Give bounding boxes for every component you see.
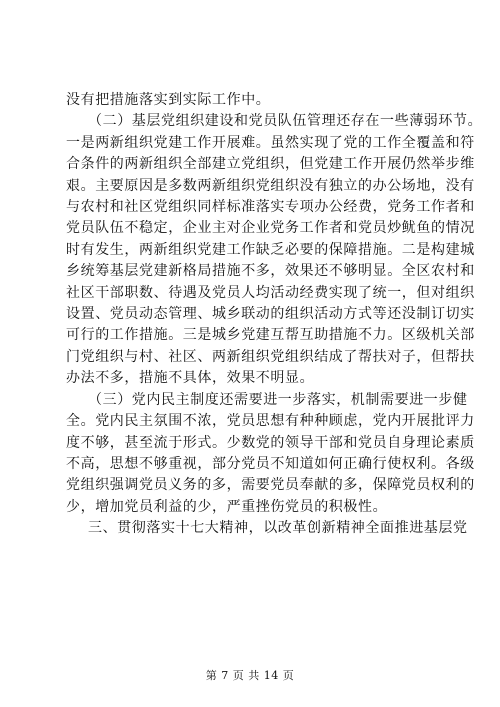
page-footer: 第 7 页 共 14 页 bbox=[205, 669, 295, 682]
text-line: （二）基层党组织建设和党员队伍管理还存在一些薄弱环节。 bbox=[88, 113, 483, 130]
text-line: 社区干部职数、待遇及党员人均活动经费实现了统一，但对组织 bbox=[66, 284, 475, 301]
text-line: （三）党内民主制度还需要进一步落实，机制需要进一步健 bbox=[88, 391, 468, 408]
text-line: 乡统筹基层党建新格局措施不多，效果还不够明显。全区农村和 bbox=[66, 263, 475, 280]
text-line: 办法不多，措施不具体，效果不明显。 bbox=[66, 370, 315, 387]
text-line: 没有把措施落实到实际工作中。 bbox=[66, 92, 271, 108]
text-line: 时有发生，两新组织党建工作缺乏必要的保障措施。二是构建城 bbox=[66, 241, 475, 258]
text-line: 度不够，甚至流于形式。少数党的领导干部和党员自身理论素质 bbox=[66, 434, 475, 451]
text-line: 党组织强调党员义务的多，需要党员奉献的多，保障党员权利的 bbox=[66, 477, 475, 494]
text-line: 设置、党员动态管理、城乡联动的组织活动方式等还没制订切实 bbox=[66, 306, 475, 323]
text-line: 全。党内民主氛围不浓，党员思想有种种顾虑，党内开展批评力 bbox=[66, 413, 475, 430]
text-line: 门党组织与村、社区、两新组织党组织结成了帮扶对子，但帮扶 bbox=[66, 348, 475, 365]
text-line: 少，增加党员利益的少，严重挫伤党员的积极性。 bbox=[66, 498, 388, 515]
text-line: 与农村和社区党组织同样标准落实专项办公经费，党务工作者和 bbox=[66, 199, 475, 216]
text-line: 三、贯彻落实十七大精神，以改革创新精神全面推进基层党 bbox=[88, 520, 468, 537]
text-line: 可行的工作措施。三是城乡党建互帮互助措施不力。区级机关部 bbox=[66, 327, 475, 344]
text-line: 合条件的两新组织全部建立党组织，但党建工作开展仍然举步维 bbox=[66, 156, 475, 173]
text-line: 党员队伍不稳定，企业主对企业党务工作者和党员炒鱿鱼的情况 bbox=[66, 220, 475, 237]
text-line: 不高，思想不够重视，部分党员不知道如何正确行使权利。各级 bbox=[66, 455, 475, 472]
text-line: 一是两新组织党建工作开展难。虽然实现了党的工作全覆盖和符 bbox=[66, 134, 475, 151]
body-text bbox=[66, 90, 483, 540]
text-line: 艰。主要原因是多数两新组织党组织没有独立的办公场地，没有 bbox=[66, 177, 475, 194]
